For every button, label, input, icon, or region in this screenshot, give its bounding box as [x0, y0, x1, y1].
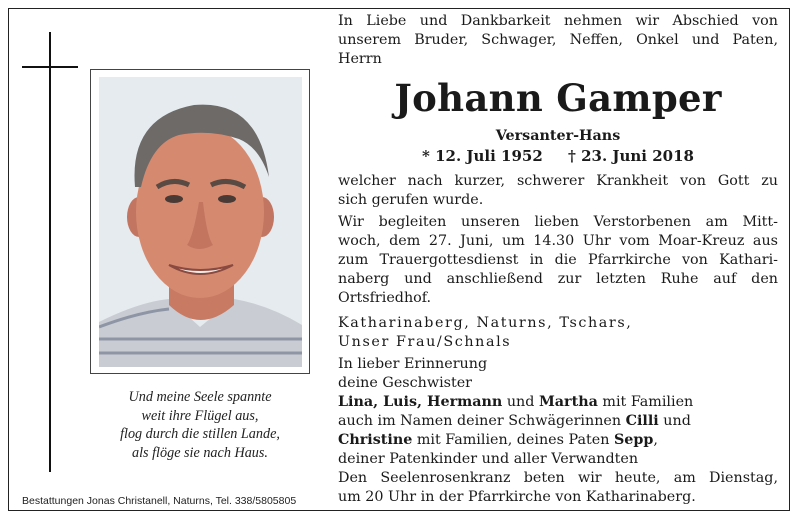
funeral-line: woch, dem 27. Juni, um 14.30 Uhr vom Moar-Kreuz aus — [338, 233, 778, 249]
poem-line: als flöge sie nach Haus. — [132, 444, 268, 461]
deceased-name: Johann Gamper — [394, 76, 722, 120]
intro-line: In Liebe und Dankbarkeit nehmen wir Abschied von — [338, 13, 778, 29]
intro-line: unserem Bruder, Schwager, Neffen, Onkel und Paten, — [338, 32, 778, 48]
siblings-names: Lina, Luis, Hermann — [338, 394, 503, 410]
funeral-line: Ortsfriedhof. — [338, 290, 432, 306]
portrait-frame — [90, 69, 310, 374]
death-notice-line: sich gerufen wurde. — [338, 192, 484, 208]
portrait-photo — [99, 77, 302, 367]
funeral-line: zum Trauergottesdienst in die Pfarrkirche von Kathari- — [338, 252, 778, 268]
poem — [90, 388, 310, 462]
poem-line: Und meine Seele spannte — [128, 389, 272, 405]
sister-in-law-name: Cilli — [625, 413, 659, 429]
birth-date: * 12. Juli 1952 — [422, 147, 543, 165]
funeral-line: naberg und anschließend zur letzten Ruhe auf den — [338, 271, 778, 287]
siblings-line: Lina, Luis, Hermann und Martha mit Familien — [338, 394, 694, 410]
places-line: Unser Frau/Schnals — [338, 334, 512, 350]
death-notice-line: welcher nach kurzer, schwerer Krankheit von Gott zu — [338, 173, 778, 189]
cross-icon — [49, 32, 51, 472]
memory-line: deine Geschwister — [338, 375, 473, 391]
death-date: † 23. Juni 2018 — [568, 147, 694, 165]
rosary-line: um 20 Uhr in der Pfarrkirche von Katharinaberg. — [338, 489, 696, 505]
cross-icon-bar — [22, 66, 78, 68]
sibling-name: Martha — [538, 394, 598, 410]
sisters-in-law-line: auch im Namen deiner Schwägerinnen Cilli und — [338, 413, 691, 429]
deceased-nickname: Versanter-Hans — [495, 128, 621, 144]
notice-text-column — [338, 12, 778, 507]
funeral-home-credit: Bestattungen Jonas Christanell, Naturns, Tel. 338/5805805 — [22, 495, 297, 507]
intro-line: Herrn — [338, 51, 382, 67]
places-line: Katharinaberg, Naturns, Tschars, — [338, 315, 633, 331]
poem-line: weit ihre Flügel aus, — [141, 407, 259, 424]
funeral-line: Wir begleiten unseren lieben Verstorbenen am Mitt- — [338, 214, 778, 230]
memory-line: deiner Patenkinder und aller Verwandten — [338, 451, 639, 467]
memory-line: In lieber Erinnerung — [338, 356, 488, 372]
portrait-illustration — [99, 77, 302, 367]
godfather-name: Sepp — [613, 432, 654, 448]
life-dates — [338, 146, 778, 166]
rosary-line: Den Seelenrosenkranz beten wir heute, am Dienstag, — [338, 470, 778, 486]
poem-line: flog durch die stillen Lande, — [120, 426, 280, 442]
godfather-line: Christine mit Familien, deines Paten Sepp, — [338, 432, 658, 448]
sister-in-law-name: Christine — [338, 432, 413, 448]
